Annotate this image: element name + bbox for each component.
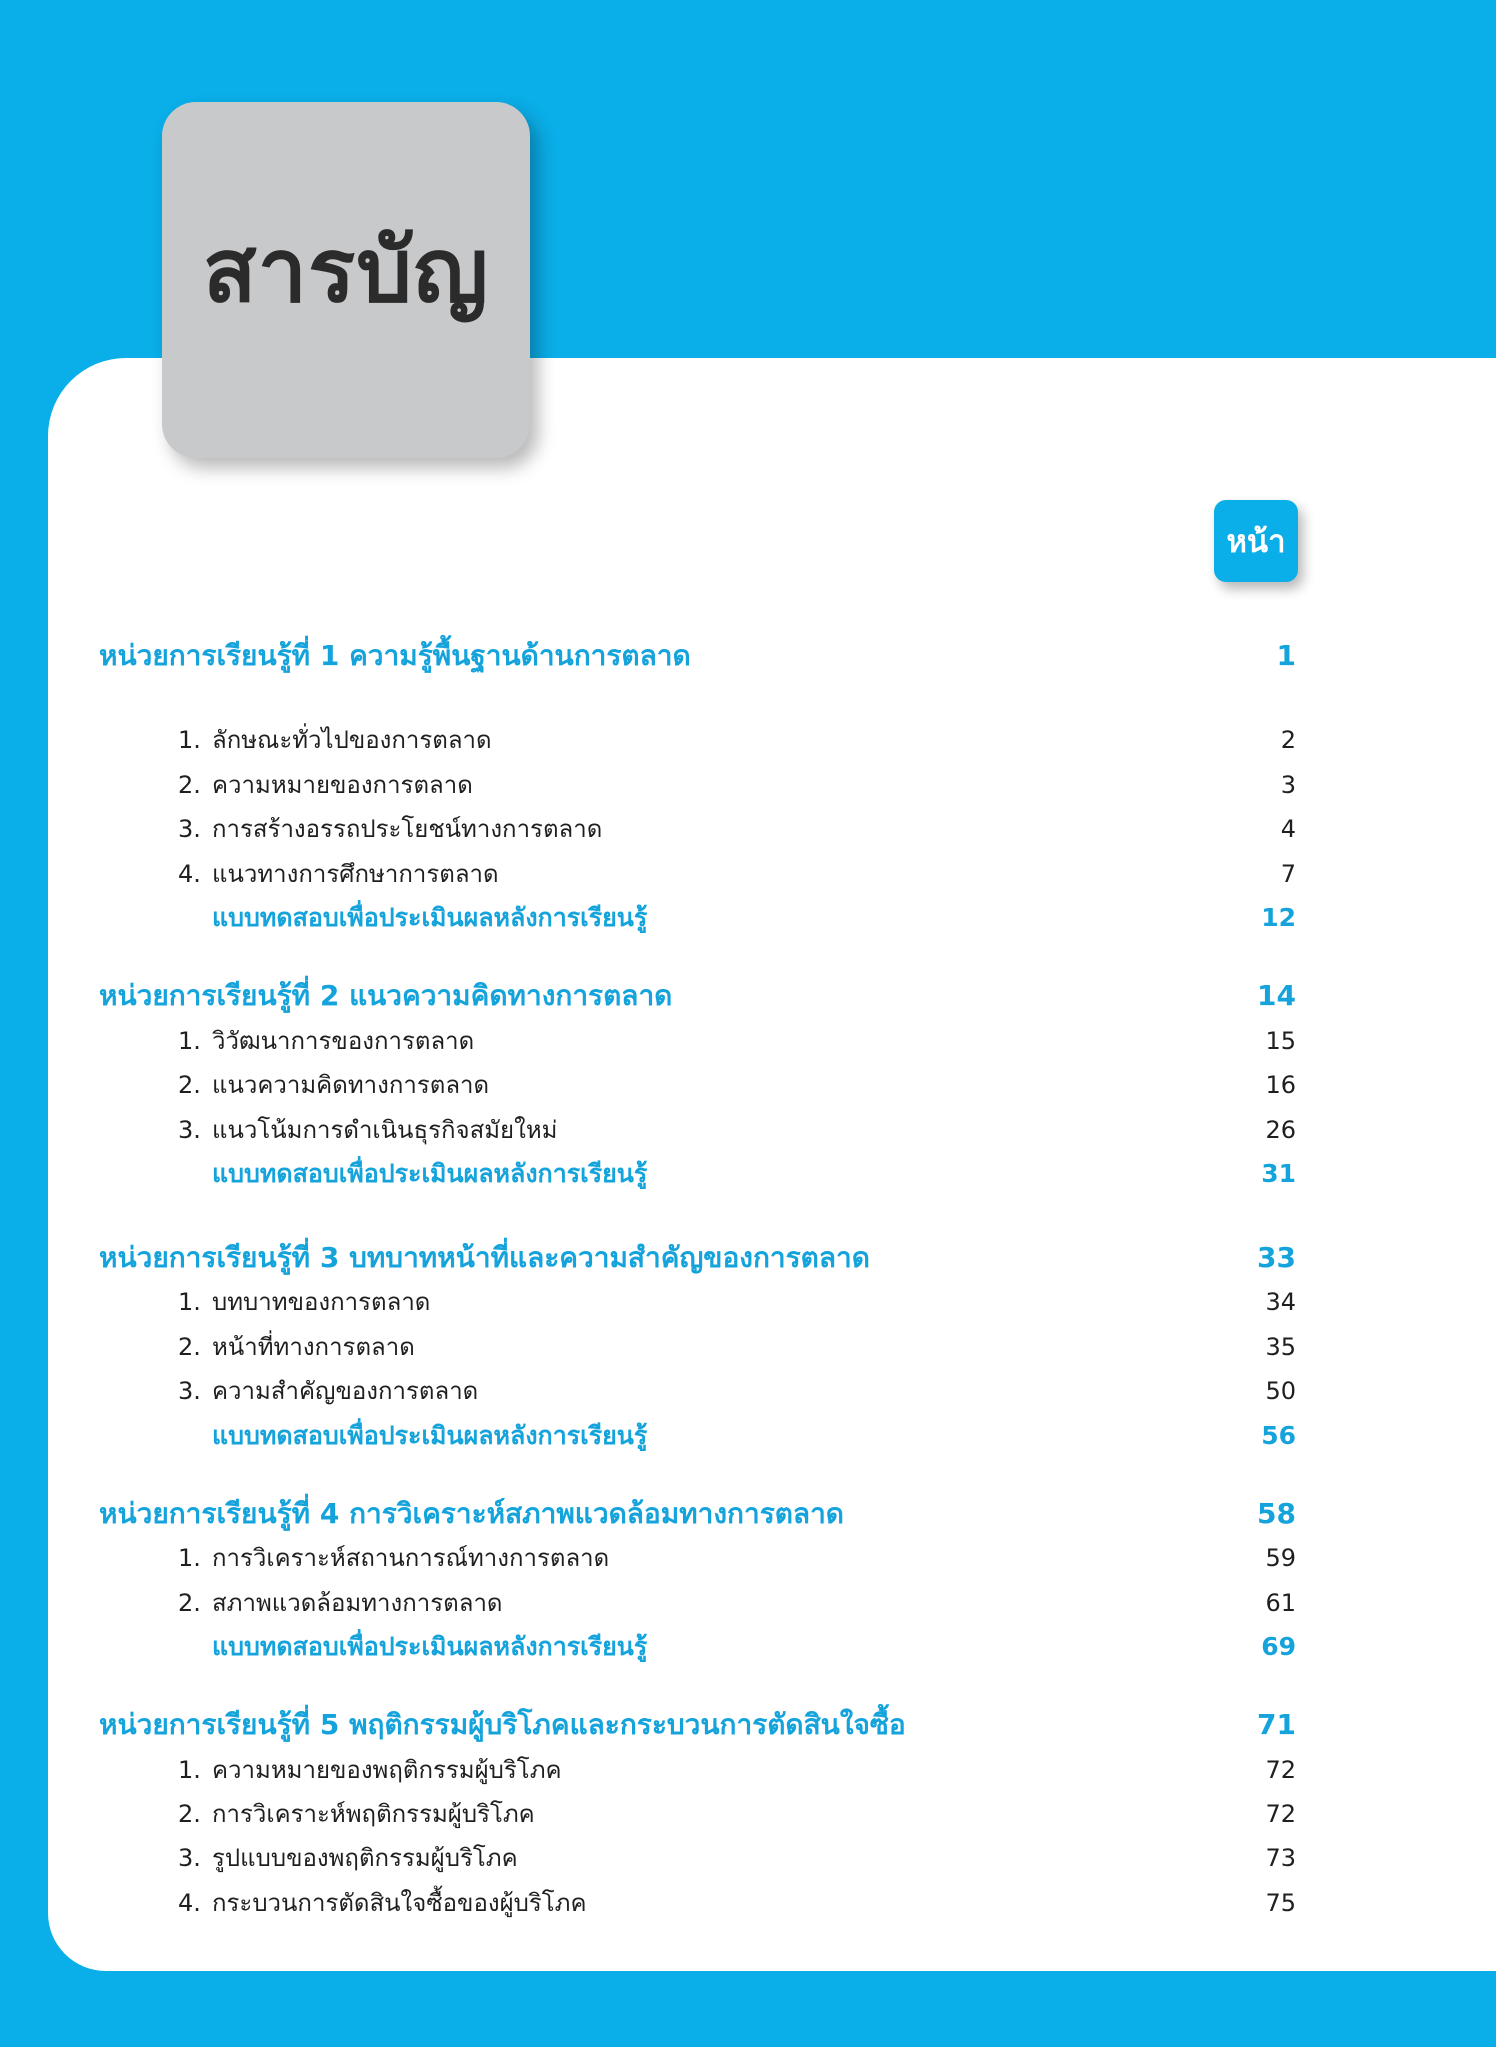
toc-item-number: 3. (178, 1844, 201, 1872)
toc-item-text: ลักษณะทั่วไปของการตลาด (212, 726, 492, 754)
toc-item[interactable] (0, 1538, 1496, 1578)
toc-page-number: 2 (1280, 726, 1296, 754)
toc-item-text: ความหมายของพฤติกรรมผู้บริโภค (212, 1756, 562, 1784)
toc-item-text: วิวัฒนาการของการตลาด (212, 1027, 475, 1055)
toc-unit-heading[interactable] (0, 976, 1496, 1016)
toc-item-number: 2. (178, 1800, 201, 1828)
toc-item[interactable] (0, 1838, 1496, 1878)
toc-unit-heading[interactable] (0, 1705, 1496, 1745)
toc-item[interactable] (0, 1065, 1496, 1105)
toc-label (178, 1282, 430, 1322)
toc-item[interactable] (0, 765, 1496, 805)
toc-page-number: 1 (1276, 639, 1296, 672)
toc-label (178, 1750, 562, 1790)
toc-item-text: กระบวนการตัดสินใจซื้อของผู้บริโภค (212, 1889, 587, 1917)
toc-page-number: 7 (1280, 860, 1296, 888)
toc-item-text: แนวความคิดทางการตลาด (212, 1071, 490, 1099)
toc-label: หน่วยการเรียนรู้ที่ 1 ความรู้พื้นฐานด้านการตลาด (99, 639, 691, 672)
toc-label: แบบทดสอบเพื่อประเมินผลหลังการเรียนรู้ (212, 1159, 648, 1188)
toc-item-number: 2. (178, 1333, 201, 1361)
toc-item[interactable] (0, 1583, 1496, 1623)
toc-label (178, 1021, 474, 1061)
toc-page-number: 75 (1265, 1889, 1296, 1917)
toc-item-text: การวิเคราะห์สถานการณ์ทางการตลาด (212, 1544, 610, 1572)
toc-item-text: การสร้างอรรถประโยชน์ทางการตลาด (212, 815, 603, 843)
toc-item-text: การวิเคราะห์พฤติกรรมผู้บริโภค (212, 1800, 535, 1828)
toc-page-number: 69 (1261, 1632, 1296, 1661)
toc-unit-heading[interactable] (0, 636, 1496, 676)
toc-label (178, 809, 602, 849)
toc-test-entry[interactable] (0, 1154, 1496, 1194)
toc-item[interactable] (0, 809, 1496, 849)
toc-page-number: 71 (1257, 1708, 1296, 1741)
toc-item[interactable] (0, 720, 1496, 760)
toc-label: แบบทดสอบเพื่อประเมินผลหลังการเรียนรู้ (212, 1421, 648, 1450)
toc-item[interactable] (0, 1110, 1496, 1150)
toc-item-text: แนวทางการศึกษาการตลาด (212, 860, 499, 888)
toc-label: หน่วยการเรียนรู้ที่ 5 พฤติกรรมผู้บริโภคและกระบวนการตัดสินใจซื้อ (99, 1708, 906, 1741)
toc-item[interactable] (0, 1327, 1496, 1367)
page-column-badge (1214, 500, 1298, 582)
toc-item-text: บทบาทของการตลาด (212, 1288, 431, 1316)
toc-item-number: 1. (178, 1027, 201, 1055)
toc-item-text: สภาพแวดล้อมทางการตลาด (212, 1589, 503, 1617)
toc-item[interactable] (0, 1021, 1496, 1061)
title-box (162, 102, 530, 458)
toc-item-number: 3. (178, 1377, 201, 1405)
toc-label (178, 1327, 415, 1367)
toc-page-number: 72 (1265, 1756, 1296, 1784)
toc-test-entry[interactable] (0, 1416, 1496, 1456)
toc-page-number: 58 (1257, 1497, 1296, 1530)
toc-item[interactable] (0, 1794, 1496, 1834)
toc-label (178, 1838, 518, 1878)
toc-label (178, 1583, 503, 1623)
toc-label: หน่วยการเรียนรู้ที่ 4 การวิเคราะห์สภาพแวดล้อมทางการตลาด (99, 1497, 844, 1530)
toc-page-number: 33 (1257, 1241, 1296, 1274)
toc-item-number: 2. (178, 1589, 201, 1617)
toc-page-number: 61 (1265, 1589, 1296, 1617)
toc-item-text: หน้าที่ทางการตลาด (212, 1333, 415, 1361)
toc-item-number: 3. (178, 1116, 201, 1144)
toc-label: แบบทดสอบเพื่อประเมินผลหลังการเรียนรู้ (212, 1632, 648, 1661)
toc-item-text: ความหมายของการตลาด (212, 771, 473, 799)
toc-page-number: 15 (1265, 1027, 1296, 1055)
toc-item-text: แนวโน้มการดำเนินธุรกิจสมัยใหม่ (212, 1116, 558, 1144)
toc-page-number: 16 (1265, 1071, 1296, 1099)
toc-page-number: 26 (1265, 1116, 1296, 1144)
toc-item-number: 4. (178, 860, 201, 888)
toc-item-number: 1. (178, 726, 201, 754)
toc-item[interactable] (0, 1282, 1496, 1322)
toc-item[interactable] (0, 1371, 1496, 1411)
toc-unit-heading[interactable] (0, 1238, 1496, 1278)
toc-page-number: 3 (1280, 771, 1296, 799)
toc-label (178, 1794, 535, 1834)
toc-label: หน่วยการเรียนรู้ที่ 3 บทบาทหน้าที่และความสำคัญของการตลาด (99, 1241, 870, 1274)
toc-page-number: 34 (1265, 1288, 1296, 1316)
toc-page-number: 4 (1280, 815, 1296, 843)
toc-item-number: 1. (178, 1756, 201, 1784)
toc-page-number: 31 (1261, 1159, 1296, 1188)
page-title: สารบัญ (202, 219, 490, 322)
toc-label (178, 1883, 587, 1923)
toc-page-number: 56 (1261, 1421, 1296, 1450)
toc-label: หน่วยการเรียนรู้ที่ 2 แนวความคิดทางการตลาด (99, 979, 673, 1012)
toc-page-number: 12 (1261, 903, 1296, 932)
toc-label: แบบทดสอบเพื่อประเมินผลหลังการเรียนรู้ (212, 903, 648, 932)
toc-page-number: 72 (1265, 1800, 1296, 1828)
toc-page-number: 14 (1257, 979, 1296, 1012)
toc-item[interactable] (0, 854, 1496, 894)
toc-label (178, 765, 473, 805)
toc-item-text: ความสำคัญของการตลาด (212, 1377, 479, 1405)
toc-test-entry[interactable] (0, 1627, 1496, 1667)
toc-unit-heading[interactable] (0, 1494, 1496, 1534)
toc-label (178, 720, 492, 760)
toc-item-number: 1. (178, 1544, 201, 1572)
toc-label (178, 1371, 478, 1411)
toc-item[interactable] (0, 1883, 1496, 1923)
toc-page-number: 50 (1265, 1377, 1296, 1405)
toc-page-number: 73 (1265, 1844, 1296, 1872)
toc-item-number: 2. (178, 771, 201, 799)
toc-item-number: 2. (178, 1071, 201, 1099)
toc-label (178, 1538, 609, 1578)
page-column-label: หน้า (1226, 524, 1286, 560)
toc-label (178, 1110, 557, 1150)
toc-item-number: 1. (178, 1288, 201, 1316)
toc-item-number: 4. (178, 1889, 201, 1917)
toc-item-number: 3. (178, 815, 201, 843)
toc-page-number: 59 (1265, 1544, 1296, 1572)
toc-label (178, 854, 499, 894)
toc-item-text: รูปแบบของพฤติกรรมผู้บริโภค (212, 1844, 518, 1872)
toc-test-entry[interactable] (0, 898, 1496, 938)
toc-page-number: 35 (1265, 1333, 1296, 1361)
toc-item[interactable] (0, 1750, 1496, 1790)
toc-label (178, 1065, 489, 1105)
